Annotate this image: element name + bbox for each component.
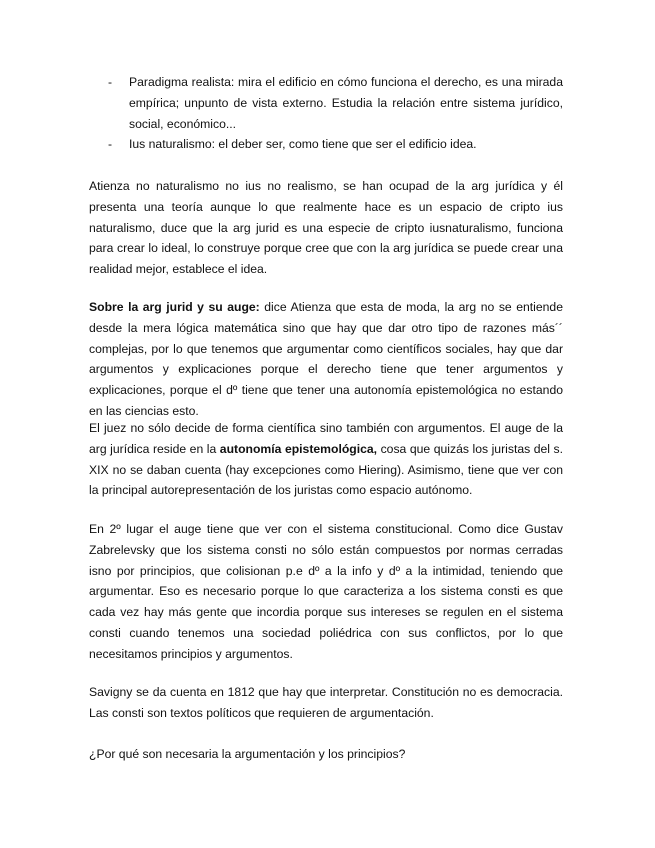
paragraph-juez	[89, 418, 563, 501]
list-dash: -	[108, 75, 113, 89]
paragraph-sistema-constitucional: En 2º lugar el auge tiene que ver con el sistema constitucional. Como dice Gustav Zabrelevsky que los sistema consti no sólo están compuestos por normas cerradas isno por principios, que colisionan p.e dº a la info y dº a la intimidad, teniendo que argumentar. Eso es necesario porque lo que caracteriza a los sistema consti es que cada vez hay más gente que incordia porque sus intereses se regulen en el sistema consti cuando tenemos una sociedad poliédrica con sus conflictos, por lo que necesitamos principios y argumentos.	[89, 522, 563, 661]
paragraph-text-after: cosa que quizás los juristas del s. XIX no se daban cuenta (hay excepciones como Hiering). Asimismo, tiene que ver con la principal autorepresentación de los juristas como espacio autónomo.	[89, 441, 564, 498]
paragraph-auge	[89, 297, 563, 422]
list-item-text: Paradigma realista: mira el edificio en cómo funciona el derecho, es una mirada empírica; unpunto de vista externo. Estudia la relación entre sistema jurídico, social, económico...	[129, 75, 563, 131]
paragraph-question: ¿Por qué son necesaria la argumentación y los principios?	[89, 747, 406, 761]
bold-phrase: autonomía epistemológica,	[219, 441, 378, 456]
paragraph-heading: Sobre la arg jurid y su auge:	[89, 300, 260, 314]
paragraph-text-before: El juez no sólo decide de forma científica sino también con argumentos. El auge de la arg jurídica reside en la	[89, 421, 563, 456]
list-item	[108, 72, 563, 134]
paragraph-atienza: Atienza no naturalismo no ius no realismo, se han ocupad de la arg jurídica y él presenta una teoría aunque lo que realmente hace es un espacio de cripto ius naturalismo, duce que la arg jurid es una especie de cripto iusnaturalismo, funciona para crear lo ideal, lo construye porque cree que con la arg jurídica se puede crear una realidad mejor, establece el idea.	[89, 179, 563, 277]
bullet-list	[108, 72, 563, 155]
list-item	[108, 134, 563, 155]
list-dash: -	[108, 137, 113, 152]
paragraph-text: dice Atienza que esta de moda, la arg no se entiende desde la mera lógica matemática sino que hay que dar otro tipo de razones más´´ complejas, por lo que tenemos que argumentar como científicos sociales, hay que dar argumentos y explicaciones porque el derecho tiene que tener argumentos y explicaciones, porque el dº tiene que tener una autonomía epistemológica no estando en las ciencias esto.	[89, 300, 563, 418]
paragraph-savigny: Savigny se da cuenta en 1812 que hay que interpretar. Constitución no es democracia. Las consti son textos políticos que requieren de argumentación.	[89, 685, 563, 720]
list-item-text: Ius naturalismo: el deber ser, como tiene que ser el edificio idea.	[129, 137, 477, 152]
